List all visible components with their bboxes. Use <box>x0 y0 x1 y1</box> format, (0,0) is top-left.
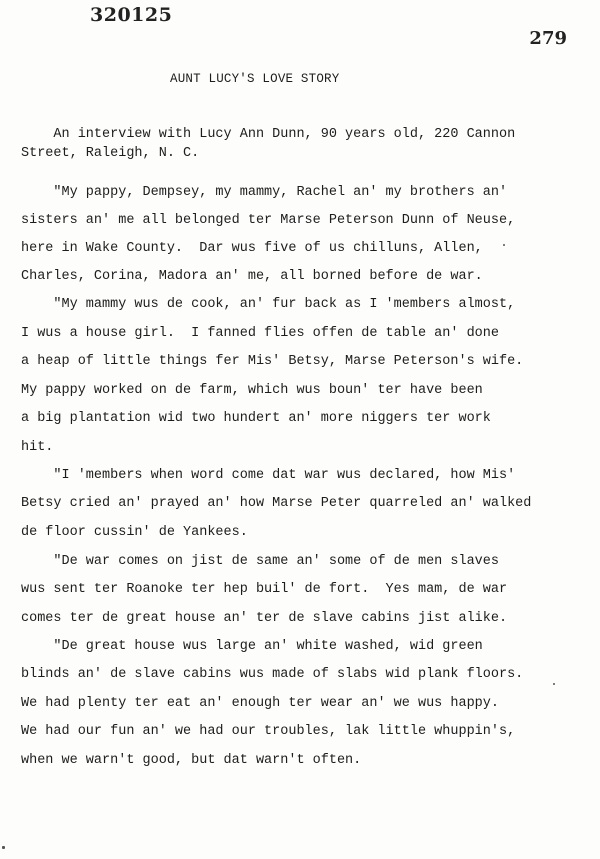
body-line: Street, Raleigh, N. C. <box>21 146 200 161</box>
scan-speck <box>553 683 555 685</box>
body-line: "De great house wus large an' white washed, wid green <box>21 639 483 654</box>
body-line: wus sent ter Roanoke ter hep buil' de fort. Yes mam, de war <box>21 582 508 597</box>
body-line: here in Wake County. Dar wus five of us chilluns, Allen, <box>21 241 483 256</box>
body-line: I wus a house girl. I fanned flies offen de table an' done <box>21 326 499 341</box>
body-line: a heap of little things fer Mis' Betsy, Marse Peterson's wife. <box>21 354 524 369</box>
body-line: "My mammy wus de cook, an' fur back as I 'members almost, <box>21 297 516 312</box>
body-line: We had our fun an' we had our troubles, lak little whuppin's, <box>21 724 516 739</box>
body-line: "De war comes on jist de same an' some of de men slaves <box>21 554 499 569</box>
body-line: Charles, Corina, Madora an' me, all borned before de war. <box>21 269 483 284</box>
body-line: comes ter de great house an' ter de slave cabins jist alike. <box>21 611 508 626</box>
body-line: when we warn't good, but dat warn't often. <box>21 753 362 768</box>
body-line: An interview with Lucy Ann Dunn, 90 years old, 220 Cannon <box>21 127 516 142</box>
body-line: My pappy worked on de farm, which wus boun' ter have been <box>21 383 483 398</box>
body-line: "I 'members when word come dat war wus declared, how Mis' <box>21 468 516 483</box>
body-line: "My pappy, Dempsey, my mammy, Rachel an' my brothers an' <box>21 185 508 200</box>
body-line: blinds an' de slave cabins wus made of slabs wid plank floors. <box>21 667 524 682</box>
body-line: We had plenty ter eat an' enough ter wear an' we wus happy. <box>21 696 499 711</box>
scan-speck <box>503 244 505 246</box>
body-line: sisters an' me all belonged ter Marse Peterson Dunn of Neuse, <box>21 213 516 228</box>
body-line: a big plantation wid two hundert an' more niggers ter work <box>21 411 491 426</box>
page-number: 279 <box>529 28 567 49</box>
reference-number: 320125 <box>90 4 173 26</box>
scan-speck <box>2 846 5 849</box>
body-line: hit. <box>21 440 54 455</box>
body-line: Betsy cried an' prayed an' how Marse Peter quarreled an' walked <box>21 496 532 511</box>
body-line: de floor cussin' de Yankees. <box>21 525 248 540</box>
document-title: AUNT LUCY'S LOVE STORY <box>170 72 340 86</box>
